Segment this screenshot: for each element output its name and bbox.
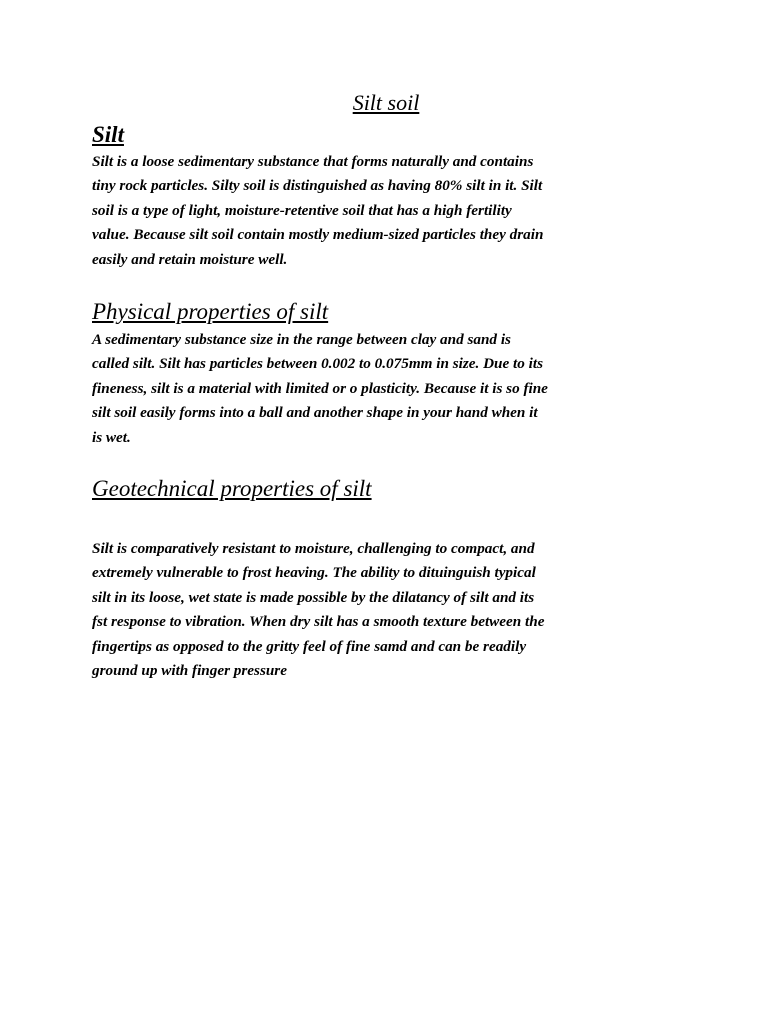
section-heading-silt: Silt [92,122,124,147]
paragraph-line: silt in its loose, wet state is made possible by the dilatancy of silt and its [92,588,535,606]
section-heading-geotechnical-properties: Geotechnical properties of silt [92,476,372,501]
paragraph-line: value. Because silt soil contain mostly medium-sized particles they drain [92,226,544,244]
paragraph-line: Silt is comparatively resistant to moisture, challenging to compact, and [92,540,535,557]
paragraph-line: called silt. Silt has particles between 0.002 to 0.075mm in size. Due to its [92,355,543,373]
paragraph-line: silt soil easily forms into a ball and another shape in your hand when it [92,404,538,422]
section-paragraph-geotechnical-properties [92,537,692,683]
document-title: Silt soil [352,90,420,115]
section-paragraph-silt [92,150,692,272]
paragraph-line: fingertips as opposed to the gritty feel of fine samd and can be readily [92,637,527,655]
section-heading-physical-properties: Physical properties of silt [92,299,329,324]
paragraph-line: Silt is a loose sedimentary substance that forms naturally and contains [92,153,534,170]
paragraph-line: easily and retain moisture well. [92,250,288,268]
paragraph-line: A sedimentary substance size in the range between clay and sand is [92,331,511,348]
section-paragraph-physical-properties [92,328,692,450]
paragraph-line: extremely vulnerable to frost heaving. The ability to dituinguish typical [92,564,536,582]
paragraph-line: soil is a type of light, moisture-retentive soil that has a high fertility [92,201,512,219]
paragraph-line: ground up with finger pressure [92,662,287,680]
paragraph-line: fst response to vibration. When dry silt has a smooth texture between the [92,613,545,631]
paragraph-line: tiny rock particles. Silty soil is distinguished as having 80% silt in it. Silt [92,177,543,195]
paragraph-line: is wet. [92,428,131,446]
paragraph-line: fineness, silt is a material with limited or o plasticity. Because it is so fine [92,379,548,397]
